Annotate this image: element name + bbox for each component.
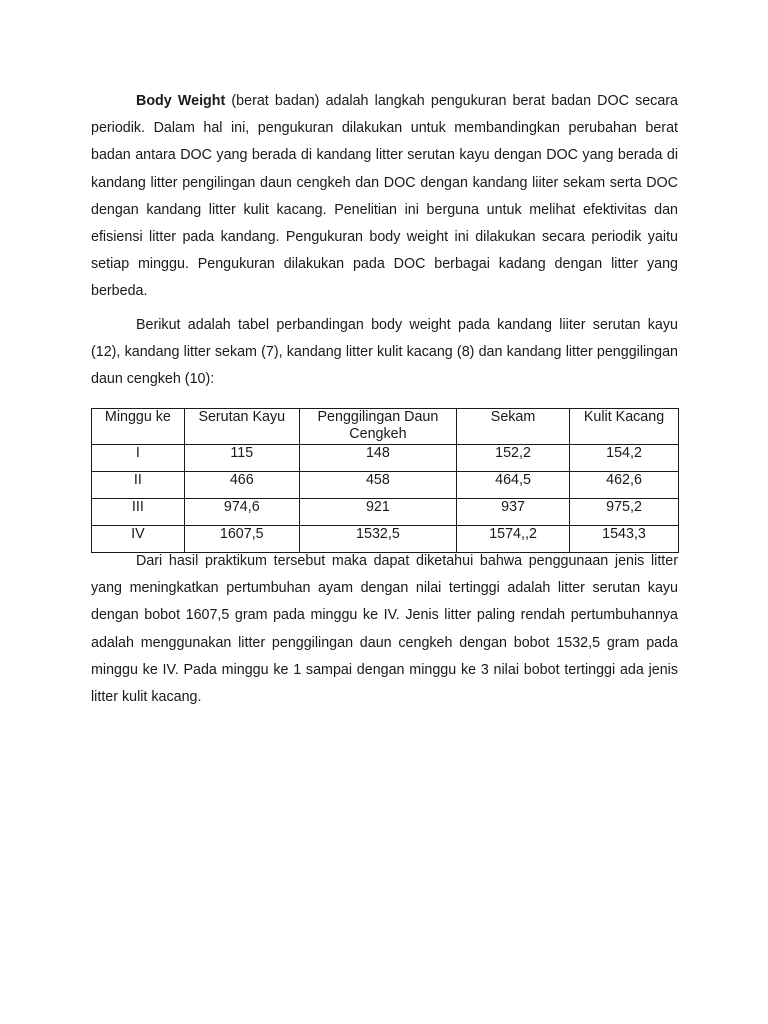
table-cell: 921 — [299, 499, 456, 526]
table-cell: II — [92, 472, 185, 499]
column-header: Serutan Kayu — [184, 409, 299, 445]
table-cell: 937 — [457, 499, 570, 526]
table-cell: III — [92, 499, 185, 526]
table-cell: 974,6 — [184, 499, 299, 526]
column-header: Kulit Kacang — [570, 409, 679, 445]
table-cell: 458 — [299, 472, 456, 499]
paragraph-conclusion: Dari hasil praktikum tersebut maka dapat diketahui bahwa penggunaan jenis litter yang meningkatkan pertumbuhan ayam dengan nilai tertinggi adalah litter serutan kayu dengan bobot 1607,5 gram pada minggu ke IV. Jenis litter paling rendah pertumbuhannya adalah menggunakan litter penggilingan daun cengkeh dengan bobot 1532,5 gram pada minggu ke IV. Pada minggu ke 1 sampai dengan minggu ke 3 nilai bobot tertinggi ada jenis litter kulit kacang. — [91, 553, 678, 706]
paragraph-table-intro: Berikut adalah tabel perbandingan body weight pada kandang liiter serutan kayu (12), kandang litter sekam (7), kandang litter kulit kacang (8) dan kandang litter penggilingan daun cengkeh (10): — [91, 317, 678, 388]
table-row — [92, 499, 679, 526]
table-cell: 466 — [184, 472, 299, 499]
column-header: Penggilingan Daun Cengkeh — [299, 409, 456, 445]
table-cell: 1543,3 — [570, 526, 679, 553]
table-cell: 154,2 — [570, 445, 679, 472]
paragraph-body-weight — [91, 88, 678, 306]
column-header: Minggu ke — [92, 409, 185, 445]
paragraph-text: (berat badan) adalah langkah pengukuran berat badan DOC secara periodik. Dalam hal ini, pengukuran dilakukan untuk membandingkan perubahan berat badan antara DOC yang berada di kandang litter serutan kayu dengan DOC yang berada di kandang litter pengilingan daun cengkeh dan DOC dengan kandang liiter sekam serta DOC dengan kandang litter kulit kacang. Penelitian ini berguna untuk melihat efektivitas dan efisiensi litter pada kandang. Pengukuran body weight ini dilakukan secara periodik yaitu setiap minggu. Pengukuran dilakukan pada DOC berbagai kadang dengan litter yang berbeda. — [91, 93, 678, 300]
table-cell: 975,2 — [570, 499, 679, 526]
column-header: Sekam — [457, 409, 570, 445]
table-header-row — [92, 409, 679, 445]
table-cell: 462,6 — [570, 472, 679, 499]
table-cell: 1607,5 — [184, 526, 299, 553]
table-cell: 1574,,2 — [457, 526, 570, 553]
table-row — [92, 472, 679, 499]
table-cell: 464,5 — [457, 472, 570, 499]
table-cell: 148 — [299, 445, 456, 472]
table-cell: IV — [92, 526, 185, 553]
table-cell: I — [92, 445, 185, 472]
table-cell: 115 — [184, 445, 299, 472]
table-cell: 152,2 — [457, 445, 570, 472]
table-row — [92, 445, 679, 472]
body-weight-table — [91, 408, 679, 553]
bold-term: Body Weight — [136, 93, 226, 109]
table-cell: 1532,5 — [299, 526, 456, 553]
